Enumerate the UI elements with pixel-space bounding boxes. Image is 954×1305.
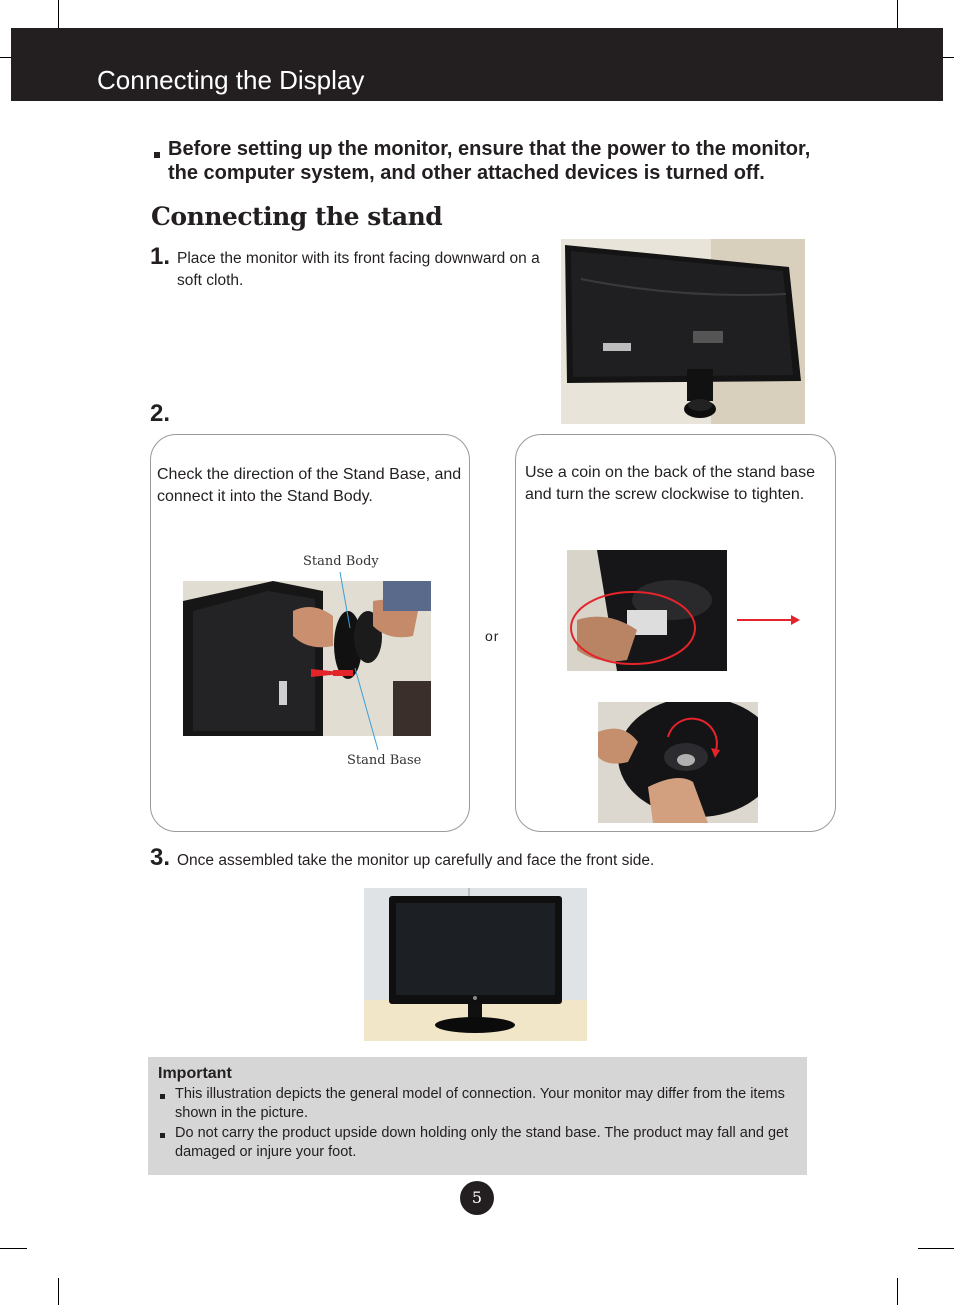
crop-mark — [58, 1278, 59, 1305]
label-stand-body: Stand Body — [303, 554, 379, 569]
important-item: This illustration depicts the general model of connection. Your monitor may differ from the items shown in the picture. — [175, 1086, 785, 1121]
panel-right-text: Use a coin on the back of the stand base and turn the screw clockwise to tighten. — [525, 464, 815, 503]
important-title: Important — [158, 1065, 232, 1082]
crop-mark — [897, 1278, 898, 1305]
stand-screw-photo-2 — [598, 702, 758, 823]
arrow-right-icon — [737, 612, 801, 628]
callout-lines — [300, 568, 390, 758]
page-number: 5 — [460, 1181, 494, 1215]
step-3-number: 3. — [150, 844, 171, 871]
section-heading: Connecting the stand — [151, 202, 443, 231]
crop-mark — [58, 0, 59, 28]
monitor-face-down-photo — [561, 239, 805, 424]
label-stand-base: Stand Base — [347, 753, 422, 768]
or-separator: or — [485, 628, 500, 644]
bullet-icon — [154, 152, 160, 158]
crop-mark — [943, 57, 954, 58]
crop-mark — [0, 1248, 27, 1249]
assembled-monitor-photo — [364, 888, 587, 1041]
page-title: Connecting the Display — [97, 65, 365, 95]
safety-notice: Before setting up the monitor, ensure that the power to the monitor, the computer system, and other attached devices is turned off. — [168, 138, 811, 184]
bullet-icon — [160, 1094, 165, 1099]
step-3-text: Once assembled take the monitor up carefully and face the front side. — [177, 852, 655, 869]
bullet-icon — [160, 1133, 165, 1138]
step-2-number: 2. — [150, 400, 171, 427]
step-1-number: 1. — [150, 243, 171, 270]
step-1-text: Place the monitor with its front facing downward on a soft cloth. — [177, 250, 540, 289]
panel-left-text: Check the direction of the Stand Base, and connect it into the Stand Body. — [157, 466, 462, 505]
important-item: Do not carry the product upside down holding only the stand base. The product may fall and get damaged or injure your foot. — [175, 1125, 789, 1160]
crop-mark — [0, 57, 11, 58]
stand-screw-photo-1 — [567, 550, 727, 671]
crop-mark — [897, 0, 898, 28]
crop-mark — [918, 1248, 954, 1249]
